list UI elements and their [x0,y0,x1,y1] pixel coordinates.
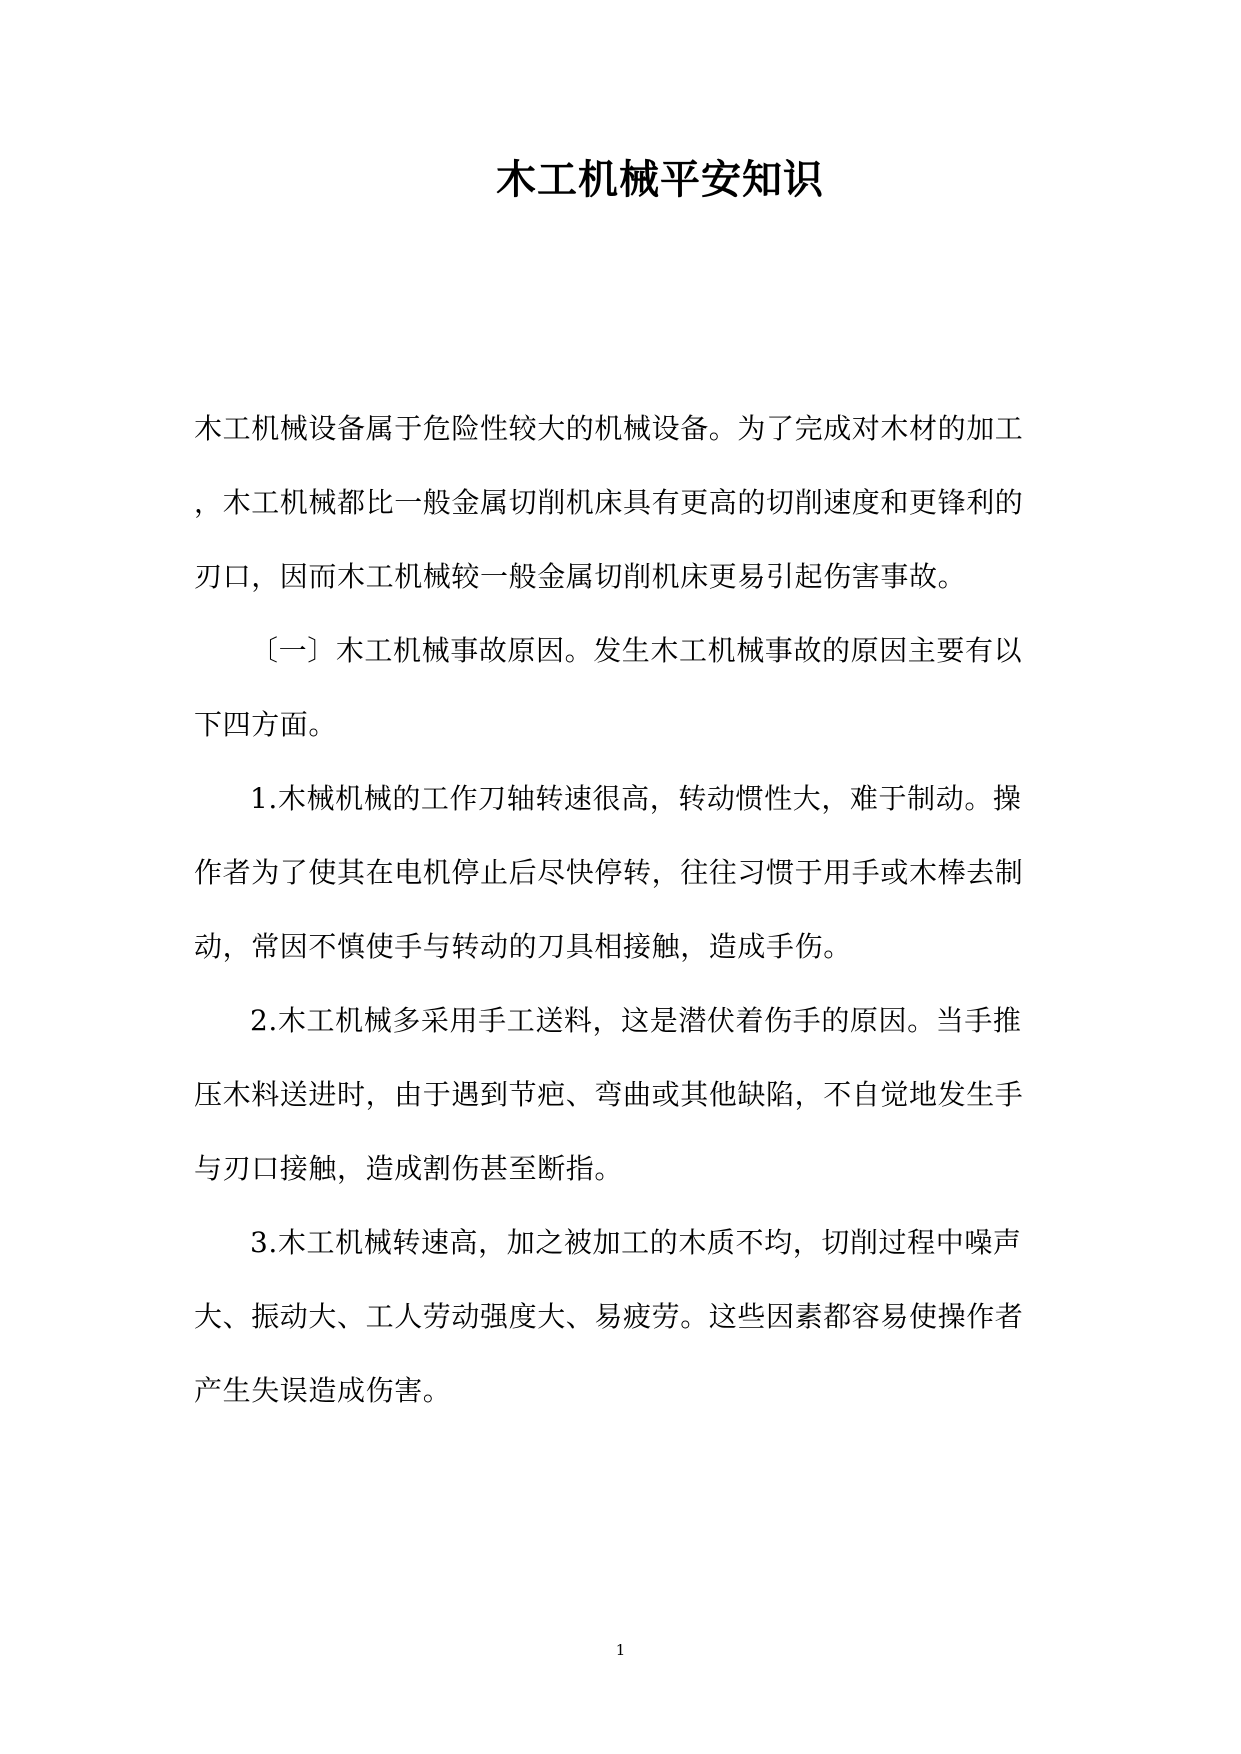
paragraph-item-2 [194,984,1046,1206]
paragraph-line: 动，常因不慎使手与转动的刀具相接触，造成手伤。 [194,930,852,963]
paragraph-line: 〔一〕木工机械事故原因。发生木工机械事故的原因主要有以 [250,634,1023,667]
paragraph-line: 与刃口接触，造成割伤甚至断指。 [194,1152,624,1185]
paragraph-line: 2.木工机械多采用手工送料，这是潜伏着伤手的原因。当手推 [250,1004,1022,1037]
paragraph-line: 木工机械设备属于危险性较大的机械设备。为了完成对木材的加工 [194,412,1024,445]
paragraph-line: 刃口，因而木工机械较一般金属切削机床更易引起伤害事故。 [194,560,967,593]
paragraph-intro [194,392,1046,614]
paragraph-item-3 [194,1206,1046,1428]
paragraph-line: 作者为了使其在电机停止后尽快停转，往往习惯于用手或木棒去制 [194,856,1024,889]
paragraph-accident-causes [194,614,1046,762]
paragraph-line: 下四方面。 [194,708,338,741]
paragraph-line: 产生失误造成伤害。 [194,1374,452,1407]
paragraph-line: 3.木工机械转速高，加之被加工的木质不均，切削过程中噪声 [250,1226,1022,1259]
page-number: 1 [615,1641,626,1659]
document-title: 木工机械平安知识 [496,156,824,203]
paragraph-line: 1.木械机械的工作刀轴转速很高，转动惯性大，难于制动。操 [250,782,1022,815]
document-body [194,392,1046,1428]
paragraph-line: 大、振动大、工人劳动强度大、易疲劳。这些因素都容易使操作者 [194,1300,1024,1333]
paragraph-item-1 [194,762,1046,984]
paragraph-line: ，木工机械都比一般金属切削机床具有更高的切削速度和更锋利的 [194,486,1024,519]
paragraph-line: 压木料送进时，由于遇到节疤、弯曲或其他缺陷，不自觉地发生手 [194,1078,1024,1111]
